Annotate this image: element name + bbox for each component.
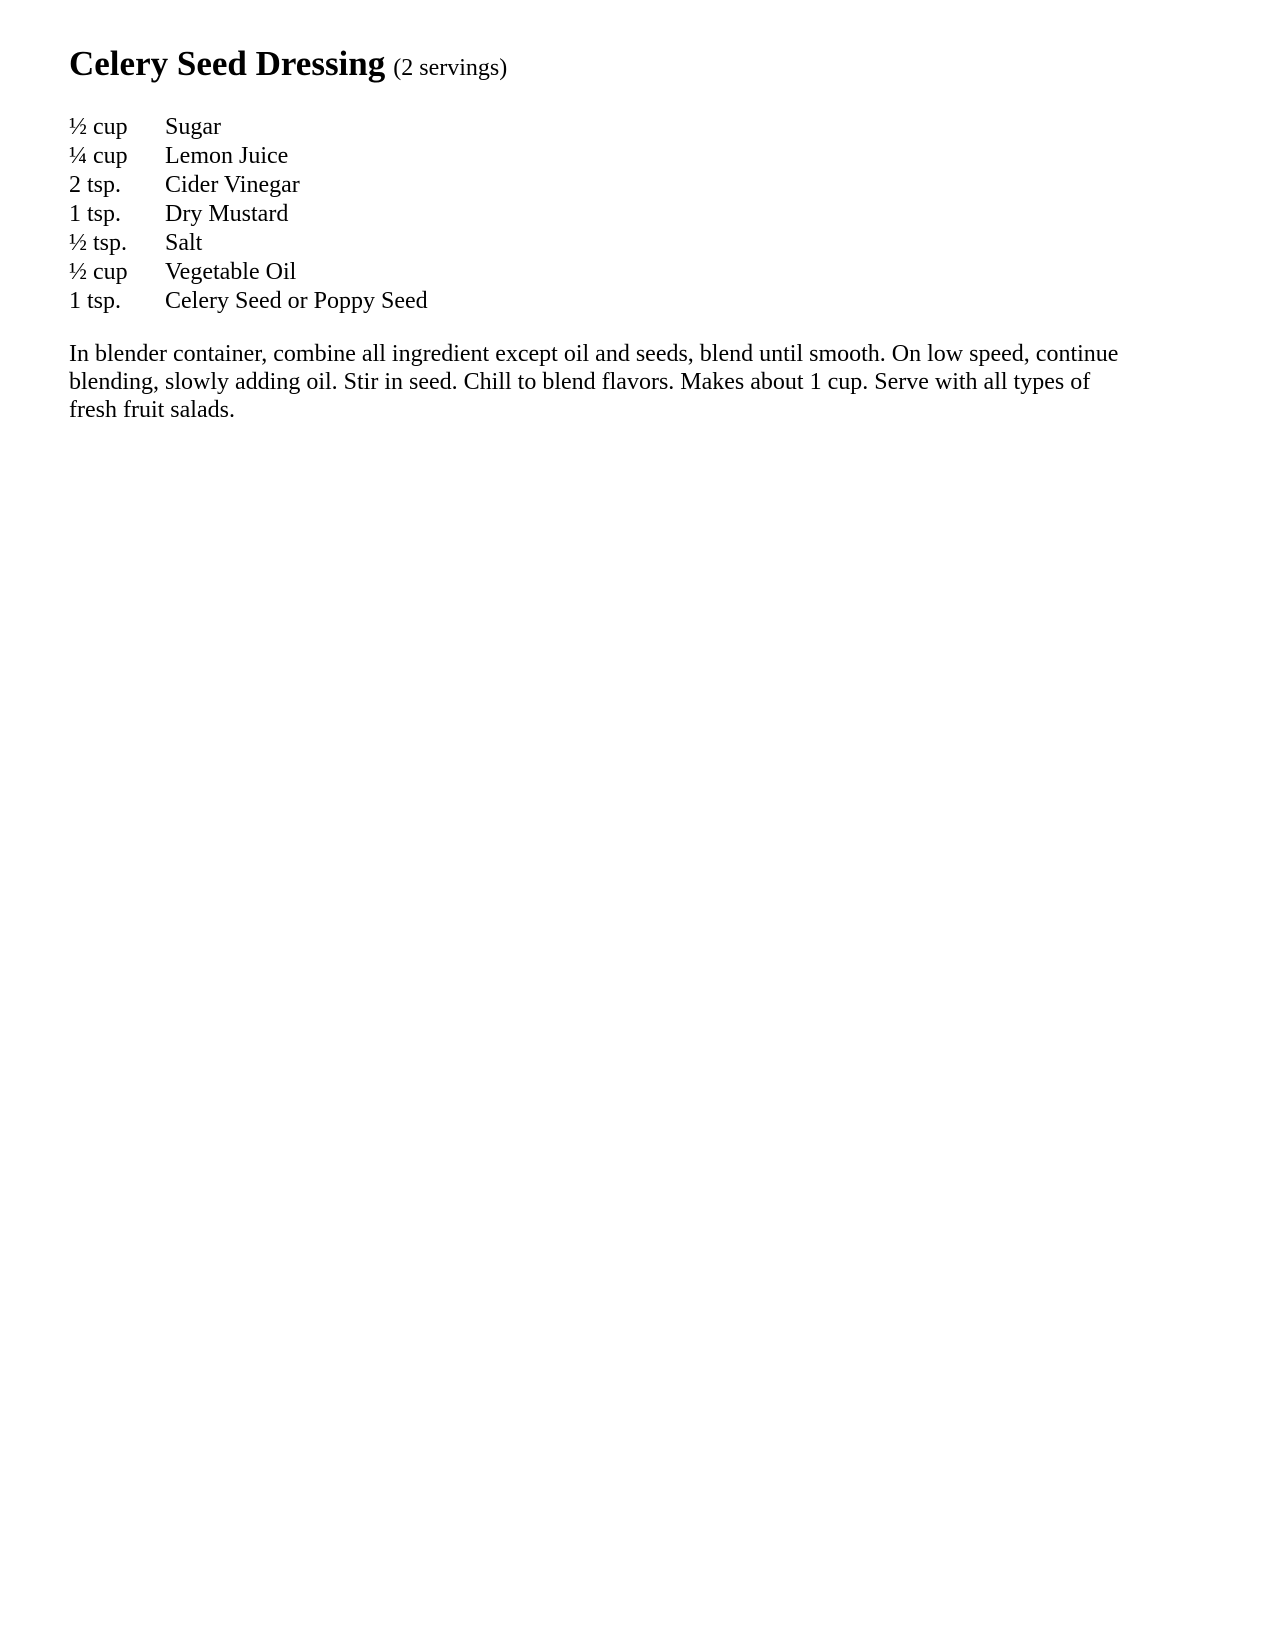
ingredient-name: Lemon Juice	[165, 143, 289, 169]
ingredient-item	[69, 113, 1189, 142]
ingredient-item	[69, 287, 1189, 316]
ingredient-name: Dry Mustard	[165, 201, 289, 227]
recipe-title: Celery Seed Dressing	[69, 44, 386, 83]
ingredient-quantity: ½ cup	[69, 114, 128, 140]
ingredient-list	[69, 113, 1189, 316]
ingredient-name: Sugar	[165, 114, 221, 140]
recipe-instructions: In blender container, combine all ingredient except oil and seeds, blend until smooth. On low speed, continue blending, slowly adding oil. Stir in seed. Chill to blend flavors. Makes about 1 cup. Serve with all types of fresh fruit salads.	[69, 341, 1119, 423]
ingredient-item	[69, 258, 1189, 287]
ingredient-quantity: ¼ cup	[69, 143, 128, 169]
ingredient-name: Salt	[165, 230, 203, 256]
ingredient-name: Vegetable Oil	[165, 259, 297, 285]
ingredient-quantity: 2 tsp.	[69, 172, 122, 198]
ingredient-quantity: ½ cup	[69, 259, 128, 285]
ingredient-item	[69, 229, 1189, 258]
ingredient-quantity: 1 tsp.	[69, 288, 122, 314]
ingredient-name: Cider Vinegar	[165, 172, 300, 198]
recipe-header	[69, 40, 1189, 92]
ingredient-item	[69, 142, 1189, 171]
recipe-servings: (2 servings)	[393, 55, 508, 81]
ingredient-item	[69, 200, 1189, 229]
recipe-page	[69, 40, 1189, 424]
ingredient-quantity: ½ tsp.	[69, 230, 128, 256]
ingredient-name: Celery Seed or Poppy Seed	[165, 288, 428, 314]
ingredient-quantity: 1 tsp.	[69, 201, 122, 227]
ingredient-item	[69, 171, 1189, 200]
